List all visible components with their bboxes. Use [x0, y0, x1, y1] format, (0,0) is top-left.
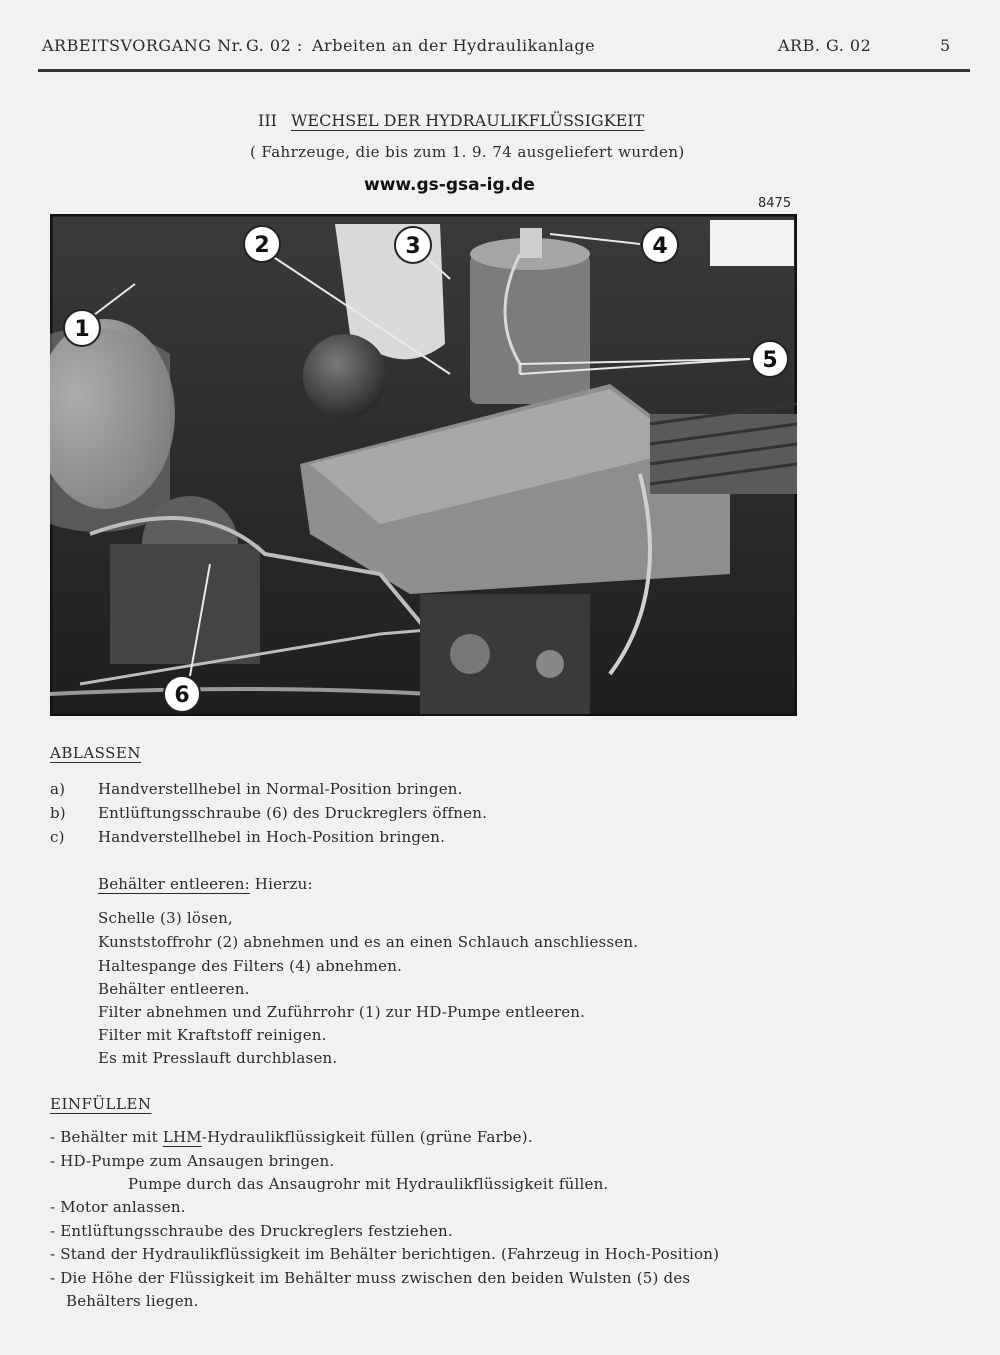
- header-doc-label: ARBEITSVORGANG Nr.: [42, 36, 244, 55]
- einfuellen-line-3: Pumpe durch das Ansaugrohr mit Hydraulikflüssigkeit füllen.: [128, 1175, 609, 1193]
- ablassen-heading: ABLASSEN: [50, 744, 142, 762]
- behaelter-entleeren-label: Behälter entleeren:: [98, 875, 250, 893]
- ablassen-item-c-text: Handverstellhebel in Hoch-Position bringen.: [98, 828, 446, 846]
- callout-4: [642, 227, 678, 263]
- einfuellen-line-7: - Die Höhe der Flüssigkeit im Behälter muss zwischen den beiden Wulsten (5) des: [50, 1269, 691, 1287]
- website-watermark: www.gs-gsa-ig.de: [364, 175, 535, 195]
- step-line: Filter mit Kraftstoff reinigen.: [98, 1026, 327, 1044]
- step-line: Behälter entleeren.: [98, 980, 250, 998]
- callout-1: [64, 310, 100, 346]
- svg-text:1: 1: [74, 317, 90, 342]
- header-ref: ARB. G. 02: [778, 36, 872, 55]
- svg-text:6: 6: [174, 683, 190, 708]
- einfuellen-line-4: - Motor anlassen.: [50, 1198, 186, 1216]
- callout-6: [164, 676, 200, 712]
- einfuellen-line-1-prefix: - Behälter mit: [50, 1128, 163, 1146]
- step-line: Es mit Presslauft durchblasen.: [98, 1049, 338, 1067]
- einfuellen-line-1-suffix: -Hydraulikflüssigkeit füllen (grüne Farbe).: [201, 1128, 533, 1146]
- einfuellen-line-5: - Entlüftungsschraube des Druckreglers festziehen.: [50, 1222, 453, 1240]
- step-line: Kunststoffrohr (2) abnehmen und es an einen Schlauch anschliessen.: [98, 933, 639, 951]
- section-title-text: WECHSEL DER HYDRAULIKFLÜSSIGKEIT: [290, 111, 645, 130]
- einfuellen-heading: EINFÜLLEN: [50, 1095, 152, 1113]
- svg-text:4: 4: [652, 234, 668, 259]
- ablassen-item-a-text: Handverstellhebel in Normal-Position bringen.: [98, 780, 463, 798]
- header-code: G. 02 :: [246, 36, 303, 55]
- ablassen-item-a-letter: a): [50, 780, 66, 798]
- ablassen-item-b-text: Entlüftungsschraube (6) des Druckreglers öffnen.: [98, 804, 488, 822]
- svg-text:3: 3: [405, 234, 421, 259]
- section-number: III: [258, 111, 277, 130]
- einfuellen-line-2: - HD-Pumpe zum Ansaugen bringen.: [50, 1152, 335, 1170]
- ablassen-item-b-letter: b): [50, 804, 66, 822]
- einfuellen-line-1: [50, 1128, 533, 1146]
- section-title: [258, 111, 644, 130]
- lhm-label: LHM: [162, 1128, 202, 1146]
- behaelter-entleeren-heading: [98, 875, 313, 893]
- callout-2: [244, 226, 280, 262]
- callout-5: [752, 341, 788, 377]
- step-line: Haltespange des Filters (4) abnehmen.: [98, 957, 403, 975]
- svg-text:2: 2: [254, 233, 270, 258]
- einfuellen-line-8: Behälters liegen.: [66, 1292, 199, 1310]
- header-title: Arbeiten an der Hydraulikanlage: [312, 36, 596, 55]
- behaelter-entleeren-suffix: Hierzu:: [249, 875, 313, 893]
- step-line: Filter abnehmen und Zuführrohr (1) zur HD-Pumpe entleeren.: [98, 1003, 586, 1021]
- figure-number: 8475: [758, 196, 792, 211]
- callout-3: [395, 227, 431, 263]
- step-line: Schelle (3) lösen,: [98, 909, 233, 927]
- ablassen-item-c-letter: c): [50, 828, 65, 846]
- engine-bay-photo: [50, 214, 797, 716]
- section-subtitle: ( Fahrzeuge, die bis zum 1. 9. 74 ausgeliefert wurden): [250, 143, 685, 161]
- svg-text:5: 5: [762, 348, 778, 373]
- header-divider: [38, 69, 970, 72]
- page-number: 5: [940, 36, 951, 55]
- einfuellen-line-6: - Stand der Hydraulikflüssigkeit im Behälter berichtigen. (Fahrzeug in Hoch-Position): [50, 1245, 720, 1263]
